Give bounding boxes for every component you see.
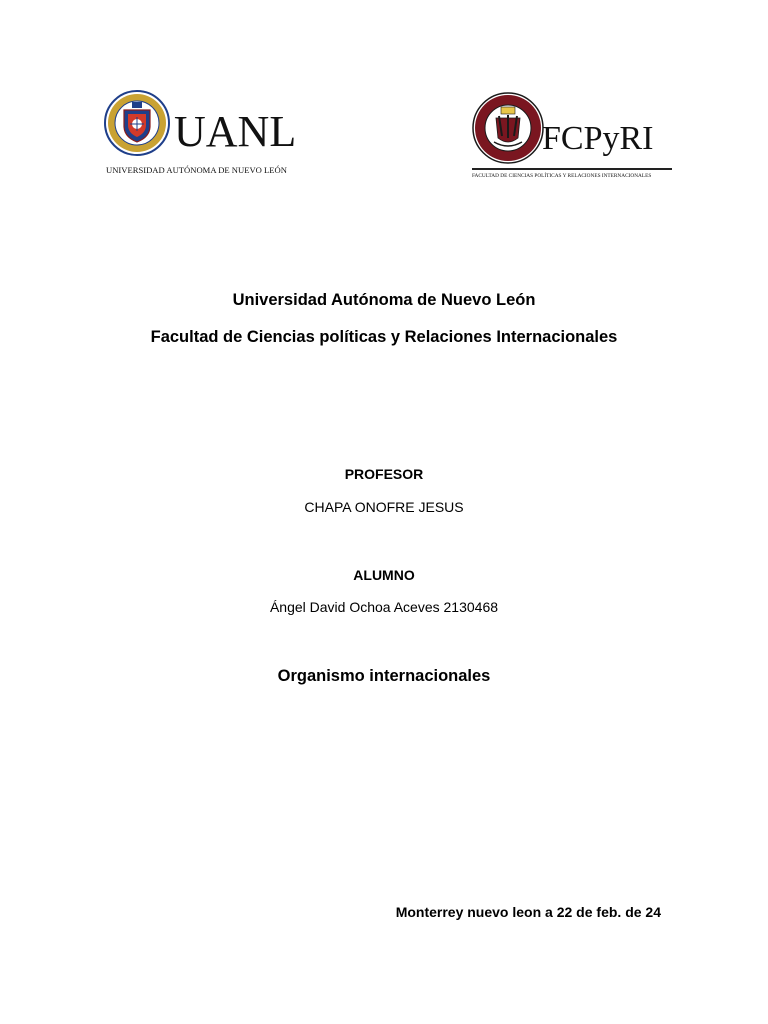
fcpyri-wordmark: FCPyRI bbox=[542, 120, 654, 157]
fcpyri-seal-icon bbox=[472, 92, 544, 164]
fcpyri-logo bbox=[472, 92, 677, 182]
uanl-seal-icon bbox=[104, 90, 170, 156]
university-title: Universidad Autónoma de Nuevo León bbox=[232, 291, 536, 309]
faculty-title: Facultad de Ciencias políticas y Relaciones Internacionales bbox=[150, 328, 618, 346]
student-label: ALUMNO bbox=[353, 567, 415, 583]
student-name: Ángel David Ochoa Aceves 2130468 bbox=[269, 599, 499, 615]
fcpyri-divider bbox=[472, 168, 672, 170]
assignment-topic: Organismo internacionales bbox=[277, 667, 491, 685]
place-date: Monterrey nuevo leon a 22 de feb. de 24 bbox=[395, 904, 661, 920]
uanl-logo bbox=[104, 90, 304, 178]
fcpyri-tagline: FACULTAD DE CIENCIAS POLÍTICAS Y RELACIONES INTERNACIONALES bbox=[472, 173, 652, 179]
professor-name: CHAPA ONOFRE JESUS bbox=[304, 499, 464, 515]
uanl-tagline: UNIVERSIDAD AUTÓNOMA DE NUEVO LEÓN bbox=[106, 165, 287, 175]
professor-label: PROFESOR bbox=[344, 466, 424, 482]
uanl-wordmark: UANL bbox=[174, 107, 297, 156]
